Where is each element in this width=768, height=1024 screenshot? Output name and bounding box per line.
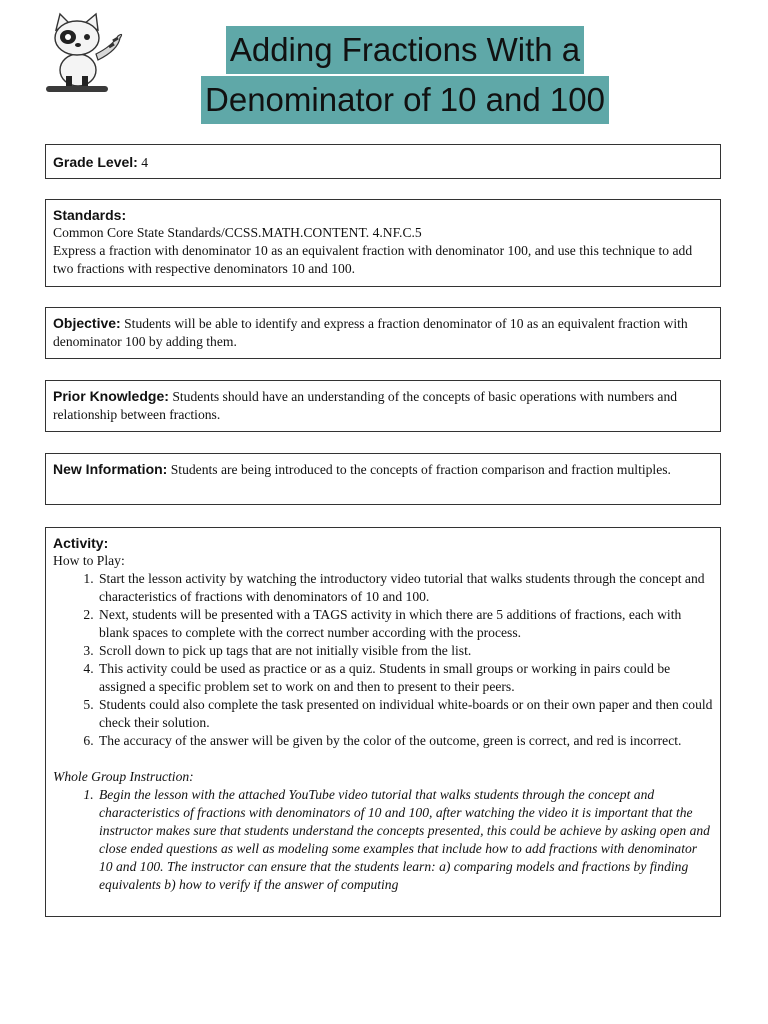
whole-group-list xyxy=(53,786,713,894)
new-information-box xyxy=(45,453,721,505)
title-line-1: Adding Fractions With a xyxy=(226,26,584,74)
title-line-2: Denominator of 10 and 100 xyxy=(201,76,609,124)
list-item: 5. Students could also complete the task presented on individual white-boards or on their own paper and then could check their solution. xyxy=(97,696,713,732)
page-title xyxy=(150,26,660,126)
objective-box xyxy=(45,307,721,359)
how-to-play-label: How to Play: xyxy=(53,553,125,568)
prior-knowledge-box xyxy=(45,380,721,432)
grade-level-box xyxy=(45,144,721,179)
list-item: 1. Start the lesson activity by watching the introductory video tutorial that walks students through the concept and characteristics of fractions with denominators of 10 and 100. xyxy=(97,570,713,606)
new-information-label: New Information: xyxy=(53,461,168,477)
list-item: 3. Scroll down to pick up tags that are not initially visible from the list. xyxy=(97,642,713,660)
grade-level-value: 4 xyxy=(141,155,149,170)
raccoon-mascot-logo xyxy=(40,10,126,94)
list-item: 4. This activity could be used as practice or as a quiz. Students in small groups or working in pairs could be assigned a specific problem set to work on and then to present to their peers. xyxy=(97,660,713,696)
new-information-text: Students are being introduced to the concepts of fraction comparison and fraction multiples. xyxy=(170,462,671,477)
prior-knowledge-label: Prior Knowledge: xyxy=(53,388,169,404)
standards-label: Standards: xyxy=(53,207,127,223)
grade-level-label: Grade Level: xyxy=(53,154,138,170)
standards-description: Express a fraction with denominator 10 as an equivalent fraction with denominator 100, and use this technique to add two fractions with respective denominators 10 and 100. xyxy=(53,243,693,276)
list-item: 2. Next, students will be presented with a TAGS activity in which there are 5 additions of fractions, each with blank spaces to complete with the correct number according with the process. xyxy=(97,606,713,642)
standards-code: Common Core State Standards/CCSS.MATH.CONTENT. 4.NF.C.5 xyxy=(53,225,422,240)
list-item: 1. Begin the lesson with the attached YouTube video tutorial that walks students through the concept and characteristics of fractions with denominators of 10 and 100, after watching the video it is important that the instructor makes sure that students understand the concepts presented, this could be achieve by asking open and close ended questions as well as modeling some examples that include how to add fractions with denominator 10 and 100. The instructor can ensure that the students learn: a) comparing models and fractions by finding equivalents b) how to verify if the answer of computing xyxy=(97,786,713,894)
activity-box xyxy=(45,527,721,917)
whole-group-label: Whole Group Instruction: xyxy=(53,769,194,784)
objective-text: Students will be able to identify and express a fraction denominator of 10 as an equivalent fraction with denominator 100 by adding them. xyxy=(53,316,688,349)
how-to-play-list xyxy=(53,570,713,750)
list-item: 6. The accuracy of the answer will be given by the color of the outcome, green is correct, and red is incorrect. xyxy=(97,732,713,750)
activity-label: Activity: xyxy=(53,535,109,551)
standards-box xyxy=(45,199,721,287)
objective-label: Objective: xyxy=(53,315,121,331)
prior-knowledge-text: Students should have an understanding of the concepts of basic operations with numbers and relationship between fractions. xyxy=(53,389,678,422)
